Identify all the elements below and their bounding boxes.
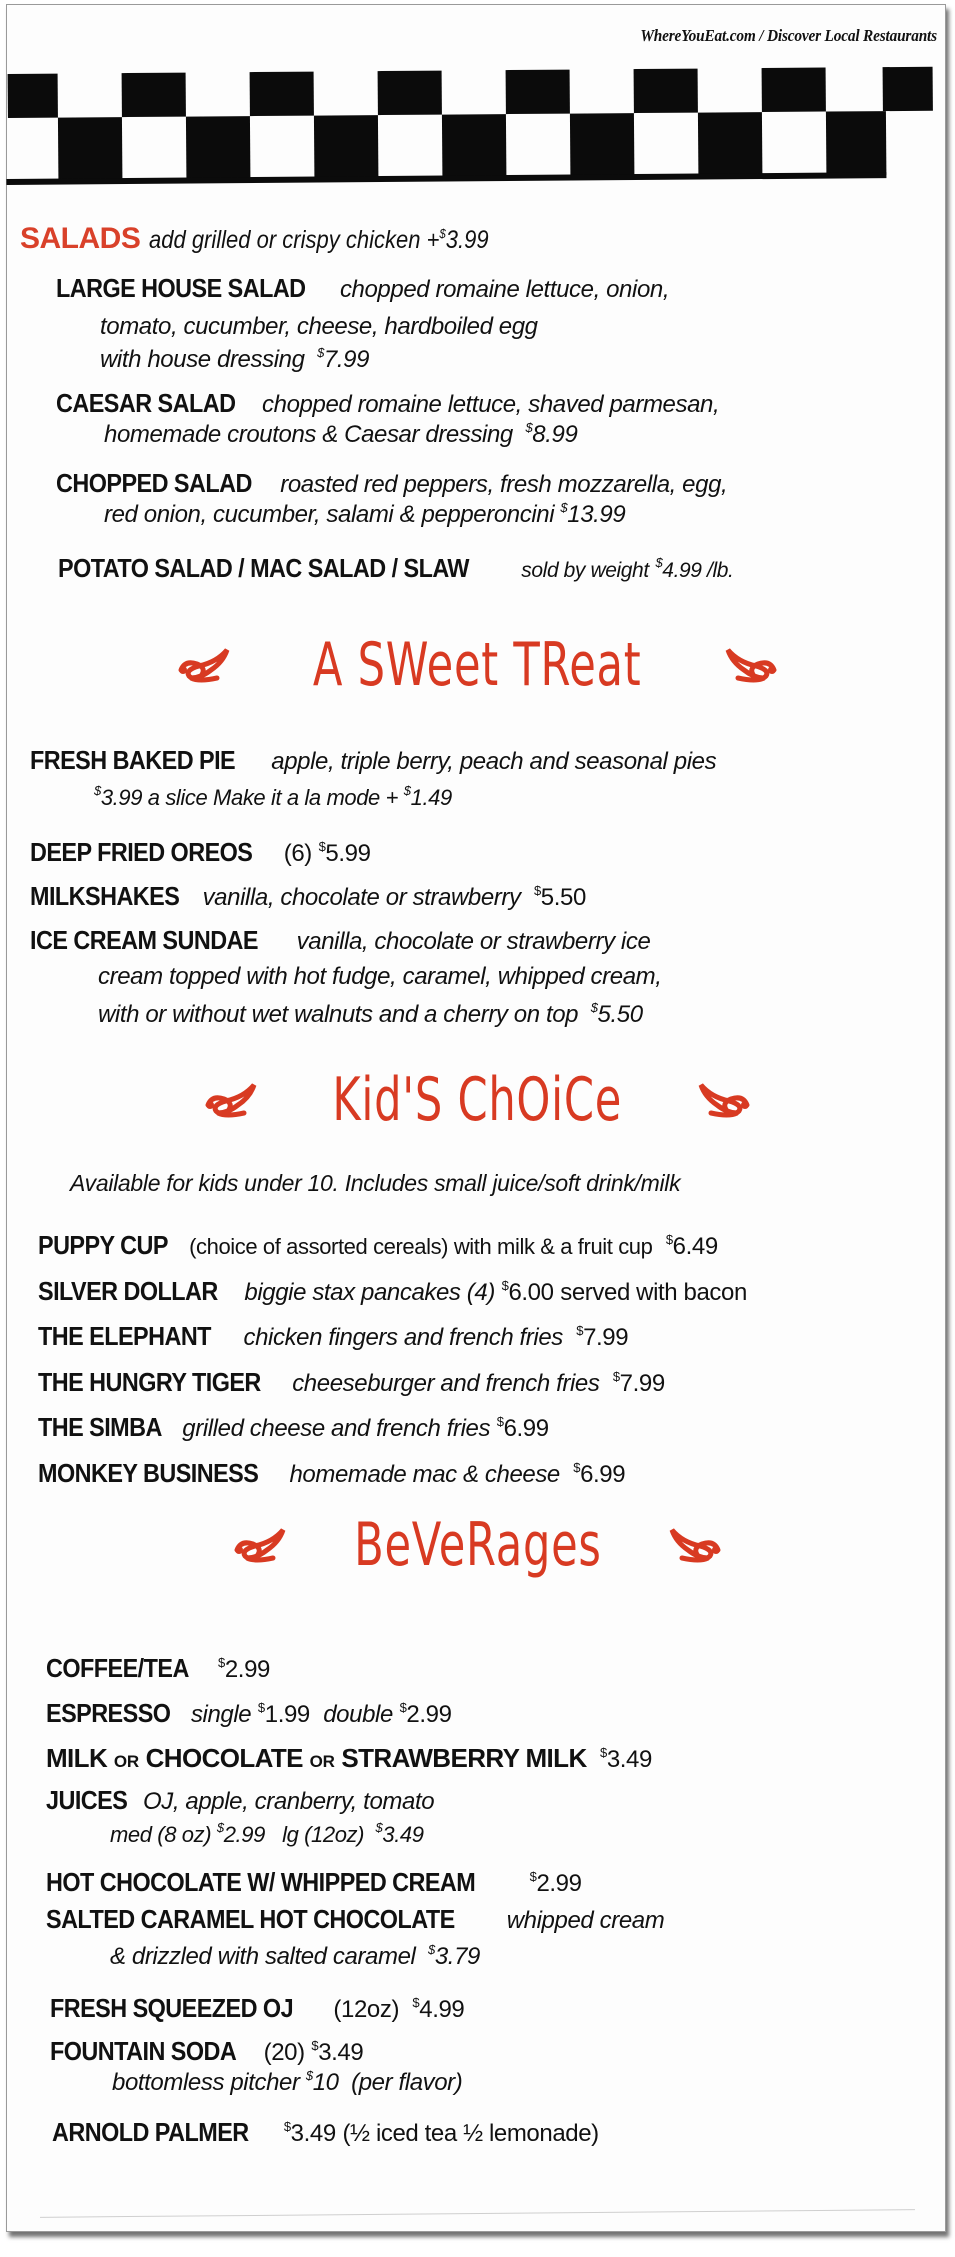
menu-item-large-house-salad: LARGE HOUSE SALAD chopped romaine lettuce, onion, bbox=[56, 273, 670, 303]
kids-note: Available for kids under 10. Includes small juice/soft drink/milk bbox=[70, 1170, 681, 1196]
menu-item-the-hungry-tiger: THE HUNGRY TIGER cheeseburger and french fries $7.99 bbox=[38, 1367, 665, 1397]
menu-item-puppy-cup: PUPPY CUP (choice of assorted cereals) with milk & a fruit cup $6.49 bbox=[38, 1230, 718, 1260]
menu-item-monkey-business: MONKEY BUSINESS homemade mac & cheese $6.99 bbox=[38, 1458, 626, 1488]
menu-item-hot-chocolate: HOT CHOCOLATE W/ WHIPPED CREAM $2.99 bbox=[46, 1867, 582, 1897]
item-description: cream topped with hot fudge, caramel, whipped cream, bbox=[98, 963, 662, 990]
item-description: with or without wet walnuts and a cherry on top $5.50 bbox=[98, 1000, 643, 1028]
menu-item-deep-fried-oreos: DEEP FRIED OREOS (6) $5.99 bbox=[30, 837, 371, 867]
item-description: red onion, cucumber, salami & pepperoncini $13.99 bbox=[104, 500, 626, 528]
menu-item-the-elephant: THE ELEPHANT chicken fingers and french fries $7.99 bbox=[38, 1321, 629, 1351]
menu-item-fresh-baked-pie: FRESH BAKED PIE apple, triple berry, peach and seasonal pies bbox=[30, 745, 717, 775]
salads-header bbox=[20, 222, 535, 256]
salads-note: add grilled or crispy chicken +$3.99 bbox=[148, 226, 489, 254]
menu-item-salted-caramel-hot-chocolate: SALTED CARAMEL HOT CHOCOLATE whipped cream bbox=[46, 1904, 665, 1934]
menu-item-ice-cream-sundae: ICE CREAM SUNDAE vanilla, chocolate or strawberry ice bbox=[30, 925, 651, 955]
swirl-ornament-right-icon bbox=[683, 1079, 753, 1121]
menu-item-caesar-salad: CAESAR SALAD chopped romaine lettuce, shaved parmesan, bbox=[56, 388, 720, 418]
checkered-banner bbox=[5, 55, 938, 190]
menu-item-coffee-tea: COFFEE/TEA $2.99 bbox=[46, 1653, 270, 1683]
swirl-ornament-left-icon bbox=[202, 1079, 272, 1121]
menu-item-arnold-palmer: ARNOLD PALMER $3.49 (½ iced tea ½ lemonade) bbox=[52, 2117, 599, 2147]
sweet-treat-title: A SWeet TReat bbox=[313, 630, 642, 700]
item-description: bottomless pitcher $10 (per flavor) bbox=[112, 2068, 463, 2096]
menu-item-milk: MILK OR CHOCOLATE OR STRAWBERRY MILK $3.49 bbox=[46, 1743, 652, 1773]
sweet-treat-header bbox=[0, 630, 955, 700]
item-description: tomato, cucumber, cheese, hardboiled egg bbox=[100, 313, 538, 340]
kids-choice-title: Kid'S ChOiCe bbox=[332, 1065, 623, 1135]
beverages-title: BeVeRages bbox=[353, 1510, 602, 1580]
swirl-ornament-right-icon bbox=[654, 1524, 724, 1566]
menu-item-milkshakes: MILKSHAKES vanilla, chocolate or strawberry $5.50 bbox=[30, 881, 586, 911]
item-description: homemade croutons & Caesar dressing $8.99 bbox=[104, 420, 578, 448]
kids-choice-header bbox=[0, 1065, 955, 1135]
beverages-header bbox=[0, 1510, 955, 1580]
menu-item-potato-mac-slaw: POTATO SALAD / MAC SALAD / SLAW sold by weight $4.99 /lb. bbox=[58, 553, 734, 583]
menu-item-juices: JUICES OJ, apple, cranberry, tomato bbox=[46, 1785, 435, 1815]
salads-title: SALADS bbox=[20, 222, 141, 255]
item-description: & drizzled with salted caramel $3.79 bbox=[110, 1942, 480, 1970]
menu-item-silver-dollar: SILVER DOLLAR biggie stax pancakes (4) $6.00 served with bacon bbox=[38, 1276, 747, 1306]
swirl-ornament-left-icon bbox=[231, 1524, 301, 1566]
menu-item-chopped-salad: CHOPPED SALAD roasted red peppers, fresh mozzarella, egg, bbox=[56, 468, 728, 498]
site-watermark: WhereYouEat.com / Discover Local Restaurants bbox=[640, 26, 937, 45]
item-description: with house dressing $7.99 bbox=[100, 345, 370, 373]
menu-item-the-simba: THE SIMBA grilled cheese and french fries $6.99 bbox=[38, 1412, 549, 1442]
swirl-ornament-left-icon bbox=[175, 644, 245, 686]
item-description: med (8 oz) $2.99 lg (12oz) $3.49 bbox=[110, 1820, 424, 1847]
menu-item-fountain-soda: FOUNTAIN SODA (20) $3.49 bbox=[50, 2036, 364, 2066]
item-description: $3.99 a slice Make it a la mode + $1.49 bbox=[94, 783, 452, 810]
menu-item-espresso: ESPRESSO single $1.99 double $2.99 bbox=[46, 1698, 452, 1728]
menu-item-fresh-squeezed-oj: FRESH SQUEEZED OJ (12oz) $4.99 bbox=[50, 1993, 465, 2023]
swirl-ornament-right-icon bbox=[710, 644, 780, 686]
